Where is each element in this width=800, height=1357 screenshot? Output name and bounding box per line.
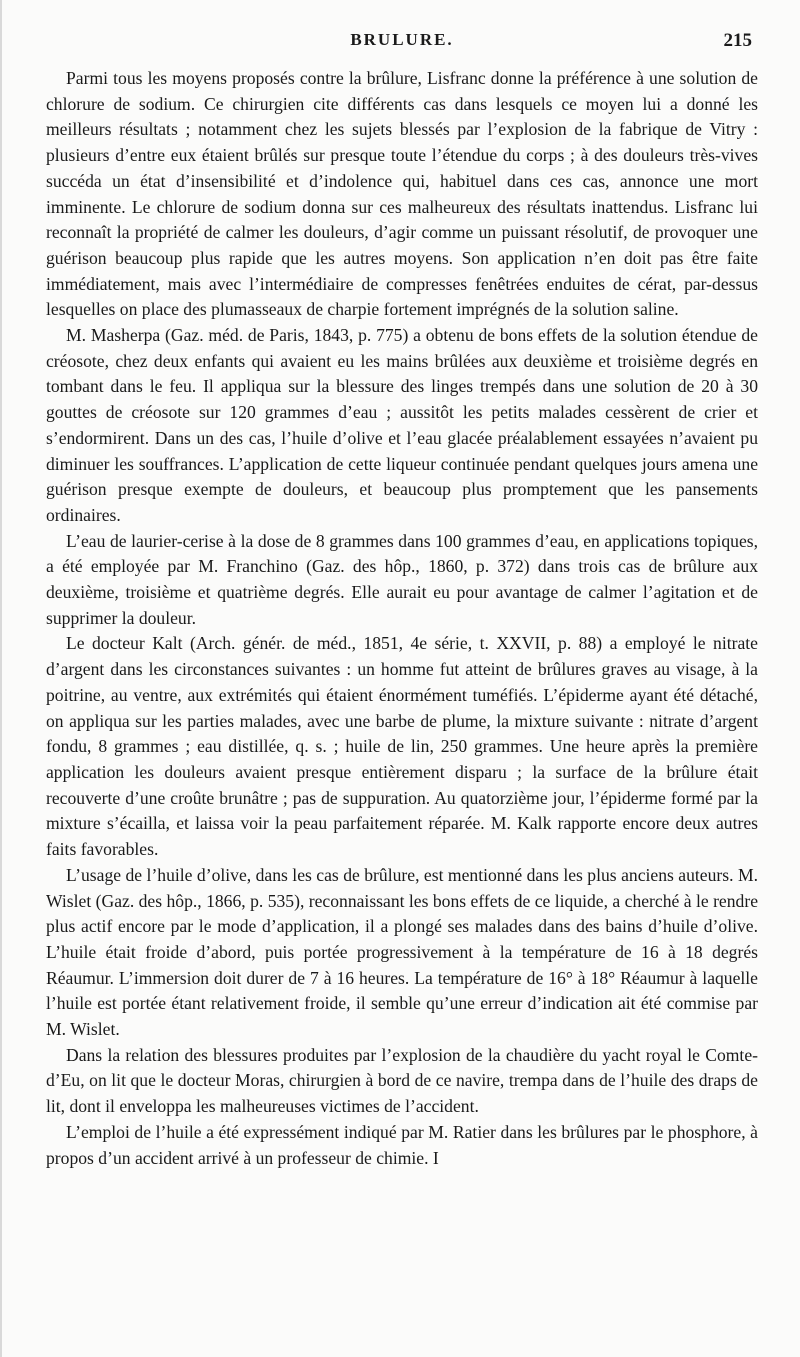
running-head: BRULURE.	[350, 30, 454, 49]
page-header	[52, 30, 752, 60]
page-number: 215	[723, 30, 752, 51]
body-text	[46, 66, 758, 1171]
paragraph-franchino: L’eau de laurier-cerise à la dose de 8 grammes dans 100 grammes d’eau, en applications topiques, a été employée par M. Franchino (Gaz. des hôp., 1860, p. 372) dans trois cas de brûlure aux deuxième, troisième et quatrième degrés. Elle aurait eu pour avantage de calmer l’agitation et de supprimer la douleur.	[46, 530, 758, 628]
paragraph-kalt: Le docteur Kalt (Arch. génér. de méd., 1851, 4e série, t. XXVII, p. 88) a employé le nitrate d’argent dans les circonstances suivantes : un homme fut atteint de brûlures graves au visage, à la poitrine, au ventre, aux extrémités qui étaient énormément tuméfiés. L’épiderme ayant été détaché, on appliqua sur les parties malades, avec une barbe de plume, la mixture suivante : nitrate d’argent fondu, 8 grammes ; eau distillée, q. s. ; huile de lin, 250 grammes. Une heure après la première application les douleurs avaient presque entièrement disparu ; la surface de la brûlure était recouverte d’une croûte brunâtre ; pas de suppuration. Au quatorzième jour, l’épiderme formé par la mixture s’écailla, et laissa voir la peau parfaitement réparée. M. Kalk rapporte encore deux autres faits favorables.	[46, 633, 758, 860]
paragraph-ratier: L’emploi de l’huile a été expressément indiqué par M. Ratier dans les brûlures par le phosphore, à propos d’un accident arrivé à un professeur de chimie. I	[46, 1121, 758, 1168]
paragraph-moras: Dans la relation des blessures produites par l’explosion de la chaudière du yacht royal le Comte-d’Eu, on lit que le docteur Moras, chirurgien à bord de ce navire, trempa dans de l’huile des draps de lit, dont il enveloppa les malheureuses victimes de l’accident.	[46, 1044, 758, 1117]
paragraph-wislet: L’usage de l’huile d’olive, dans les cas de brûlure, est mentionné dans les plus anciens auteurs. M. Wislet (Gaz. des hôp., 1866, p. 535), reconnaissant les bons effets de ce liquide, a cherché à le rendre plus actif encore par le mode d’application, il a plongé ses malades dans des bains d’huile d’olive. L’huile était froide d’abord, puis portée progressivement à la température de 16 à 18 degrés Réaumur. L’immersion doit durer de 7 à 16 heures. La température de 16° à 18° Réaumur à laquelle l’huile est portée étant relativement froide, il semble qu’une erreur d’indication ait été commise par M. Wislet.	[46, 864, 758, 1040]
paragraph-lisfranc: Parmi tous les moyens proposés contre la brûlure, Lisfranc donne la préférence à une solution de chlorure de sodium. Ce chirurgien cite différents cas dans lesquels ce moyen lui a donné les meilleurs résultats ; notamment chez les sujets blessés par l’explosion de la fabrique de Vitry : plusieurs d’entre eux étaient brûlés sur presque toute l’étendue du corps ; à des douleurs très-vives succéda un état d’insensibilité et d’indolence qui, habituel dans ces cas, annonce une mort imminente. Le chlorure de sodium donna sur ces malheureux des résultats inattendus. Lisfranc lui reconnaît la propriété de calmer les douleurs, d’agir comme un puissant résolutif, de provoquer une guérison beaucoup plus rapide que les autres moyens. Son application n’en doit pas être faite immédiatement, mais avec l’intermédiaire de compresses fenêtrées enduites de cérat, par-dessus lesquelles on place des plumasseaux de charpie fortement imprégnés de la solution saline.	[46, 68, 758, 320]
paragraph-masherpa: M. Masherpa (Gaz. méd. de Paris, 1843, p. 775) a obtenu de bons effets de la solution étendue de créosote, chez deux enfants qui avaient eu les mains brûlées aux deuxième et troisième degrés en tombant dans le feu. Il appliqua sur la blessure des linges trempés dans une solution de 20 à 30 gouttes de créosote sur 120 grammes d’eau ; aussitôt les petits malades cessèrent de crier et s’endormirent. Dans un des cas, l’huile d’olive et l’eau glacée préalablement essayées n’avaient pu diminuer les souffrances. L’application de cette liqueur continuée pendant quelques jours amena une guérison presque exempte de douleurs, et beaucoup plus promptement que les pansements ordinaires.	[46, 325, 758, 525]
page-edge-shadow	[0, 0, 2, 1357]
